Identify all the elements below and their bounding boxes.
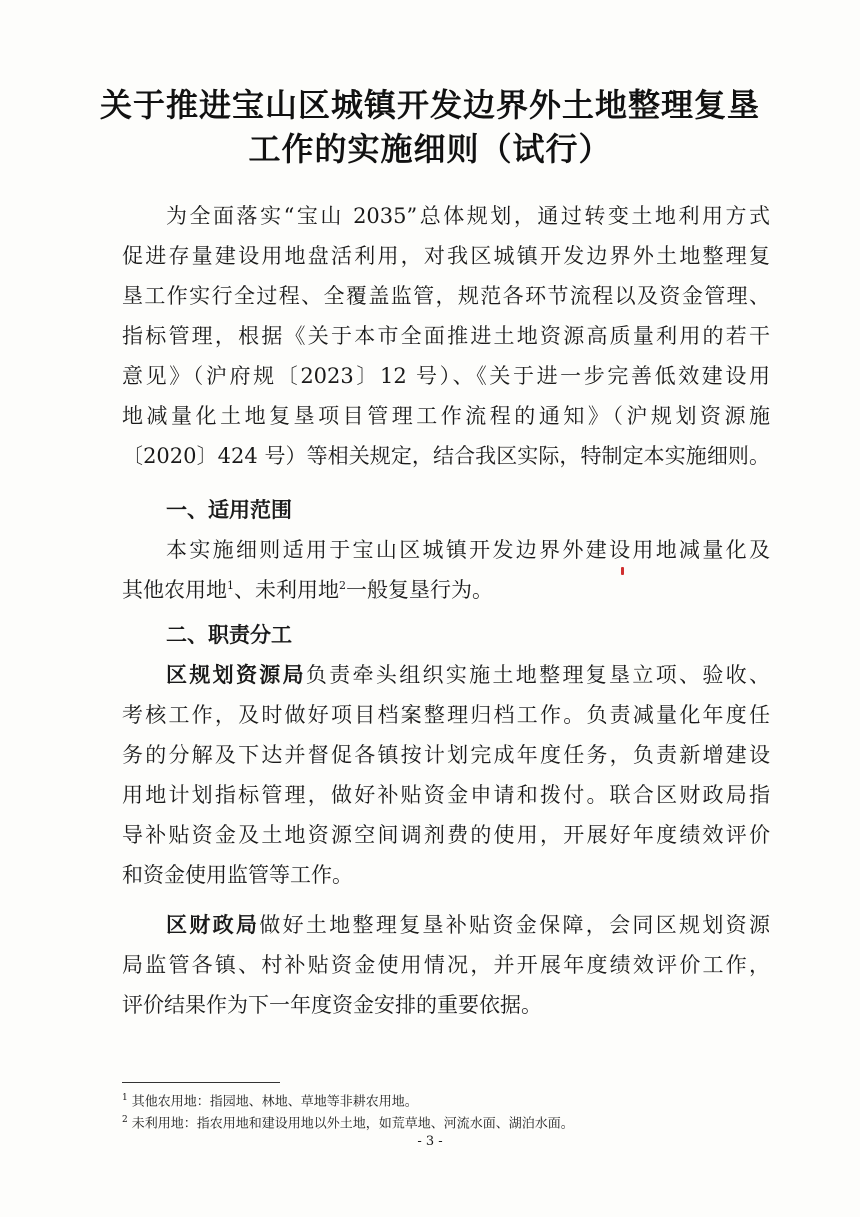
intro-line-4: 指标管理，根据《关于本市全面推进土地资源高质量利用的若干 (122, 324, 770, 348)
section-2-heading: 二、职责分工 (166, 623, 292, 647)
intro-line-7: 〔2020〕424 号）等相关规定，结合我区实际，特制定本实施细则。 (122, 444, 770, 468)
document-title-line-2: 工作的实施细则（试行） (248, 130, 612, 168)
para-1-line-4: 用地计划指标管理，做好补贴资金申请和拨付。联合区财政局指 (122, 783, 770, 807)
section-1-line-1: 本实施细则适用于宝山区城镇开发边界外建设用地减量化及 (166, 538, 770, 562)
intro-line-3: 垦工作实行全过程、全覆盖监管，规范各环节流程以及资金管理、 (122, 284, 770, 308)
dept-planning-bureau: 区规划资源局 (166, 663, 306, 687)
footnote-separator (122, 1082, 280, 1083)
para-1-line-6: 和资金使用监管等工作。 (122, 863, 353, 887)
para-2-line-3: 评价结果作为下一年度资金安排的重要依据。 (122, 993, 542, 1017)
red-mark (621, 567, 624, 575)
intro-line-1: 为全面落实“宝山 2035”总体规划，通过转变土地利用方式 (166, 204, 770, 228)
document-title-line-1: 关于推进宝山区城镇开发边界外土地整理复垦 (99, 86, 760, 124)
para-1-line-1: 区规划资源局负责牵头组织实施土地整理复垦立项、验收、 (166, 663, 771, 687)
section-1-line-2: 其他农用地$^1$、未利用地$^2$一般复垦行为。 (122, 578, 493, 602)
page-number: - 3 - (417, 1134, 443, 1149)
intro-line-6: 地减量化土地复垦项目管理工作流程的通知》（沪规划资源施 (122, 404, 770, 428)
para-2-line-2: 局监管各镇、村补贴资金使用情况，并开展年度绩效评价工作， (122, 953, 770, 977)
para-1-line-2: 考核工作，及时做好项目档案整理归档工作。负责减量化年度任 (122, 703, 770, 727)
dept-finance-bureau: 区财政局 (166, 913, 260, 937)
footnote-2: $^2$ 未利用地：指农用地和建设用地以外土地，如荒草地、河流水面、湖泊水面。 (122, 1115, 574, 1132)
para-1-line-3: 务的分解及下达并督促各镇按计划完成年度任务，负责新增建设 (122, 743, 770, 767)
intro-line-5: 意见》（沪府规〔2023〕12 号）、《关于进一步完善低效建设用 (122, 364, 770, 388)
para-1-line-5: 导补贴资金及土地资源空间调剂费的使用，开展好年度绩效评价 (122, 823, 770, 847)
para-2-line-1: 区财政局做好土地整理复垦补贴资金保障，会同区规划资源 (166, 913, 770, 937)
intro-line-2: 促进存量建设用地盘活利用，对我区城镇开发边界外土地整理复 (122, 244, 770, 268)
footnote-ref-1[interactable]: 1 (227, 579, 234, 592)
footnote-1: $^1$ 其他农用地：指园地、林地、草地等非耕农用地。 (122, 1093, 418, 1110)
footnote-ref-2[interactable]: 2 (339, 579, 346, 592)
section-1-heading: 一、适用范围 (166, 498, 292, 522)
